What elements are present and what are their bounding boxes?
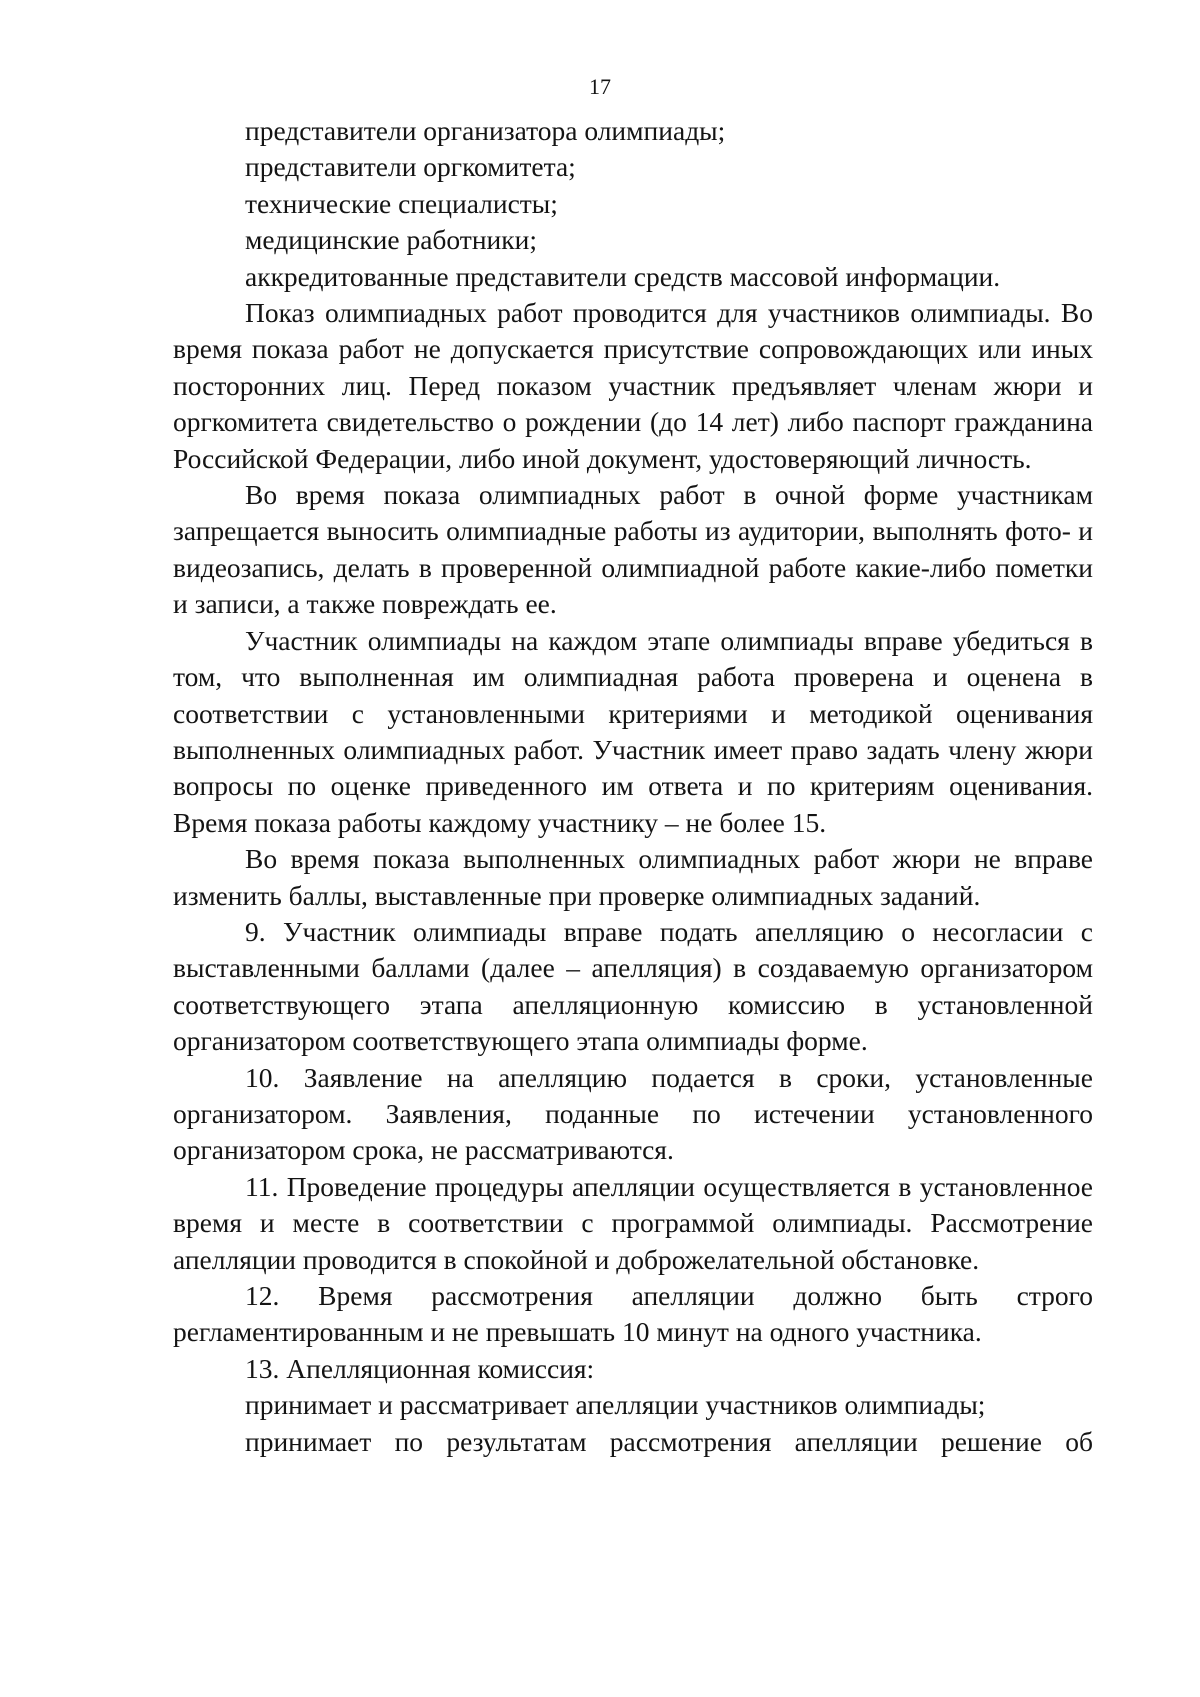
paragraph-item-11: 11. Проведение процедуры апелляции осуществляется в установленное время и месте в соответствии с программой олимпиады. Рассмотрение апелляции проводится в спокойной и доброжелательной обстановке. [173,1170,1093,1275]
paragraph-item-12: 12. Время рассмотрения апелляции должно быть строго регламентированным и не превышать 10 минут на одного участника. [173,1280,1093,1348]
paragraph-item-9: 9. Участник олимпиады вправе подать апелляцию о несогласии с выставленными баллами (далее – апелляция) в создаваемую организатором соответствующего этапа апелляционную комиссию в установленной организатором соответствующего этапа олимпиады форме. [173,915,1093,1057]
list-item: представители оргкомитета; [245,151,576,183]
list-item: технические специалисты; [245,187,558,219]
paragraph-item-10: 10. Заявление на апелляцию подается в сроки, установленные организатором. Заявления, поданные по истечении установленного организатором срока, не рассматриваются. [173,1061,1093,1166]
list-item: представители организатора олимпиады; [245,115,726,146]
paragraph-show-restrictions: Во время показа олимпиадных работ в очной форме участникам запрещается выносить олимпиадные работы из аудитории, выполнять фото- и видеозапись, делать в проверенной олимпиадной работе какие-либо пометки и записи, а также повреждать ее. [173,479,1093,620]
list-item: принимает по результатам рассмотрения апелляции решение об [245,1425,1093,1457]
list-item: принимает и рассматривает апелляции участников олимпиады; [245,1389,986,1421]
page-number: 17 [589,74,611,99]
list-item: медицинские работники; [245,224,537,256]
list-item: аккредитованные представители средств массовой информации. [245,260,1001,292]
paragraph-show-works: Показ олимпиадных работ проводится для участников олимпиады. Во время показа работ не допускается присутствие сопровождающих или иных посторонних лиц. Перед показом участник предъявляет членам жюри и оргкомитета свидетельство о рождении (до 14 лет) либо паспорт гражданина Российской Федерации, либо иной документ, удостоверяющий личность. [173,297,1093,474]
document-body [173,113,1093,1460]
paragraph-jury-scores: Во время показа выполненных олимпиадных работ жюри не вправе изменить баллы, выставленные при проверке олимпиадных заданий. [173,843,1093,911]
paragraph-participant-rights: Участник олимпиады на каждом этапе олимпиады вправе убедиться в том, что выполненная им олимпиадная работа проверена и оценена в соответствии с установленными критериями и методикой оценивания выполненных олимпиадных работ. Участник имеет право задать члену жюри вопросы по оценке приведенного им ответа и по критериям оценивания. Время показа работы каждому участнику – не более 15. [173,624,1093,838]
paragraph-item-13: 13. Апелляционная комиссия: [245,1352,595,1384]
